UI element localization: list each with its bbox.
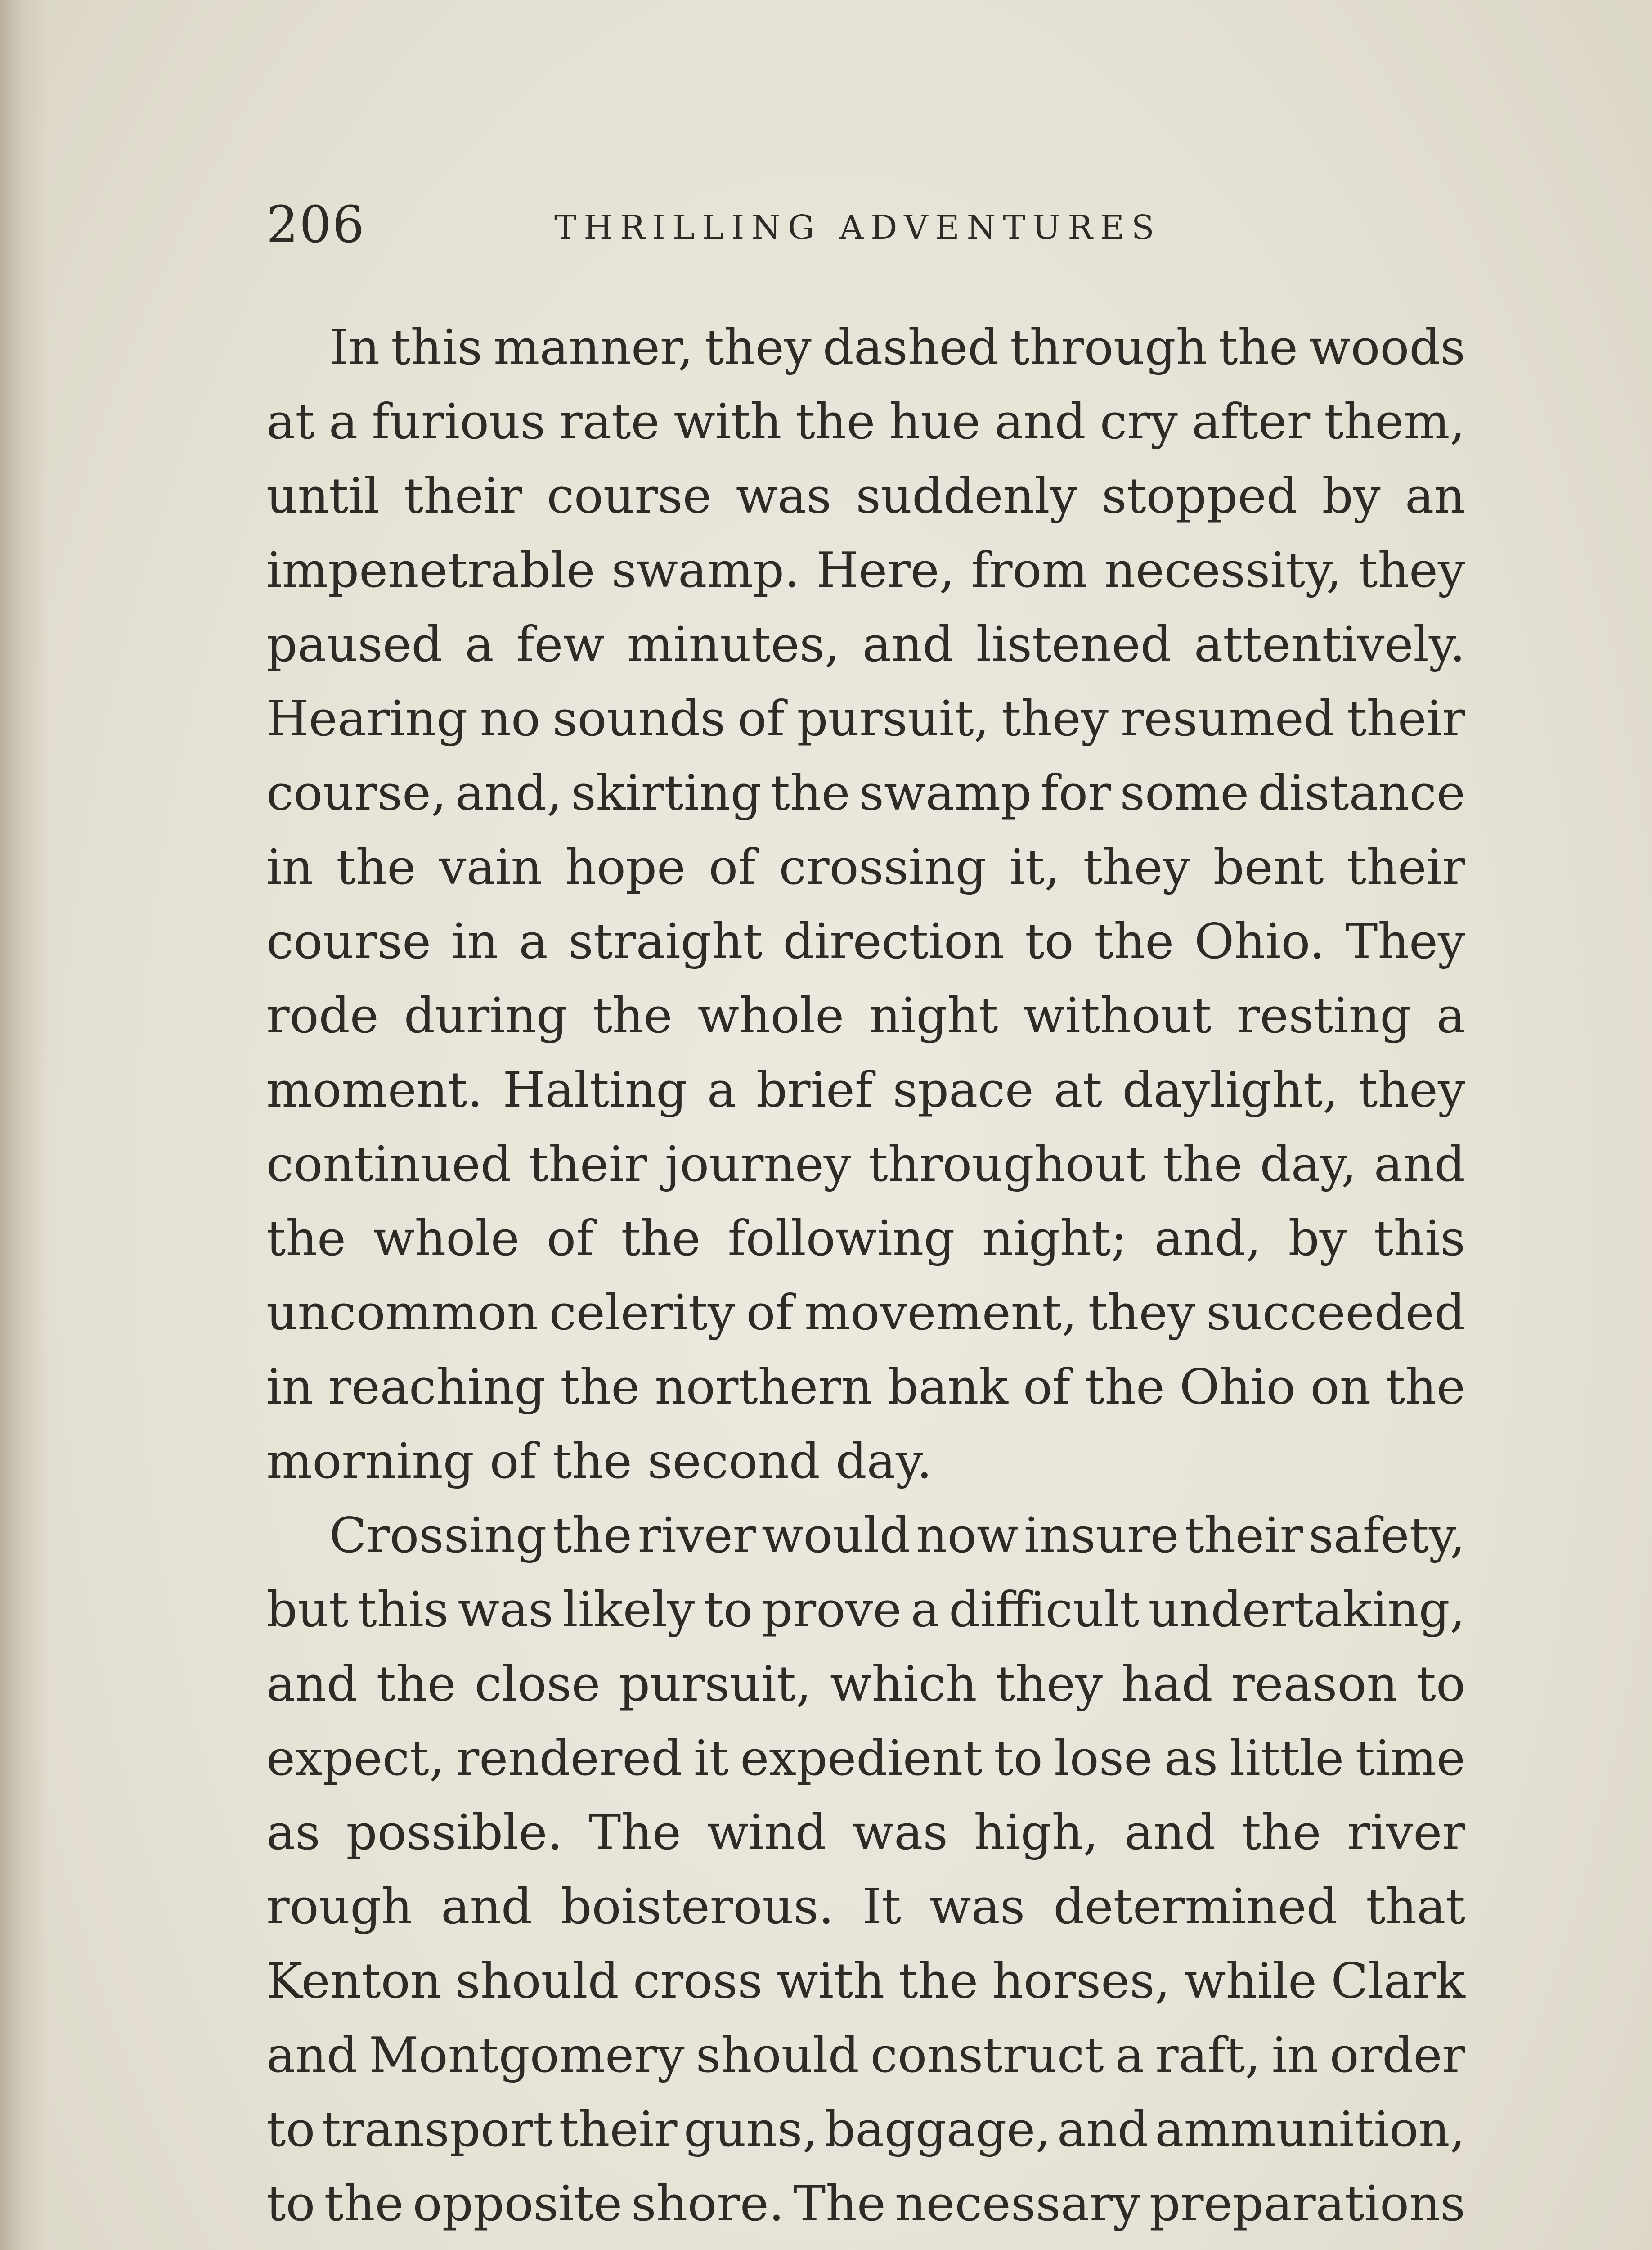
text-line: until their course was suddenly stopped by an bbox=[266, 468, 1465, 524]
text-line: to transport their guns, baggage, and ammunition, bbox=[266, 2102, 1465, 2158]
text-line: and Montgomery should construct a raft, in order bbox=[266, 2027, 1465, 2084]
text-line: rode during the whole night without resting a bbox=[266, 988, 1465, 1044]
text-line: and the close pursuit, which they had reason to bbox=[266, 1656, 1465, 1712]
text-line: morning of the second day. bbox=[266, 1433, 932, 1490]
running-head: THRILLING ADVENTURES bbox=[554, 208, 1162, 247]
text-line: but this was likely to prove a difficult undertaking, bbox=[266, 1582, 1465, 1638]
text-line: at a furious rate with the hue and cry after them, bbox=[266, 394, 1465, 450]
text-line: paused a few minutes, and listened attentively. bbox=[266, 616, 1465, 673]
text-line: uncommon celerity of movement, they succeeded bbox=[266, 1285, 1465, 1341]
text-line: Hearing no sounds of pursuit, they resumed their bbox=[266, 691, 1465, 747]
body-text bbox=[266, 310, 1465, 2250]
page-edge-shadow bbox=[0, 0, 49, 2250]
text-line: expect, rendered it expedient to lose as little time bbox=[266, 1730, 1465, 1786]
text-line: moment. Halting a brief space at daylight, they bbox=[266, 1062, 1465, 1118]
text-line: in the vain hope of crossing it, they bent their bbox=[266, 839, 1465, 896]
text-line: course, and, skirting the swamp for some distance bbox=[266, 765, 1465, 821]
text-line: impenetrable swamp. Here, from necessity, they bbox=[266, 542, 1465, 598]
text-line: in reaching the northern bank of the Ohio on the bbox=[266, 1359, 1465, 1415]
text-line: rough and boisterous. It was determined that bbox=[266, 1879, 1465, 1935]
text-line: continued their journey throughout the day, and bbox=[266, 1136, 1465, 1192]
page-number: 206 bbox=[266, 196, 365, 254]
text-line: Crossing the river would now insure their safety, bbox=[329, 1508, 1465, 1564]
text-line: course in a straight direction to the Ohio. They bbox=[266, 914, 1465, 970]
text-line: as possible. The wind was high, and the river bbox=[266, 1804, 1465, 1861]
text-line: the whole of the following night; and, by this bbox=[266, 1210, 1465, 1267]
page-header bbox=[266, 198, 1211, 252]
text-line bbox=[266, 2241, 1465, 2250]
text-line: In this manner, they dashed through the woods bbox=[329, 320, 1465, 376]
text-line: to the opposite shore. The necessary preparations bbox=[266, 2176, 1465, 2232]
text-line: Kenton should cross with the horses, while Clark bbox=[266, 1953, 1465, 2009]
